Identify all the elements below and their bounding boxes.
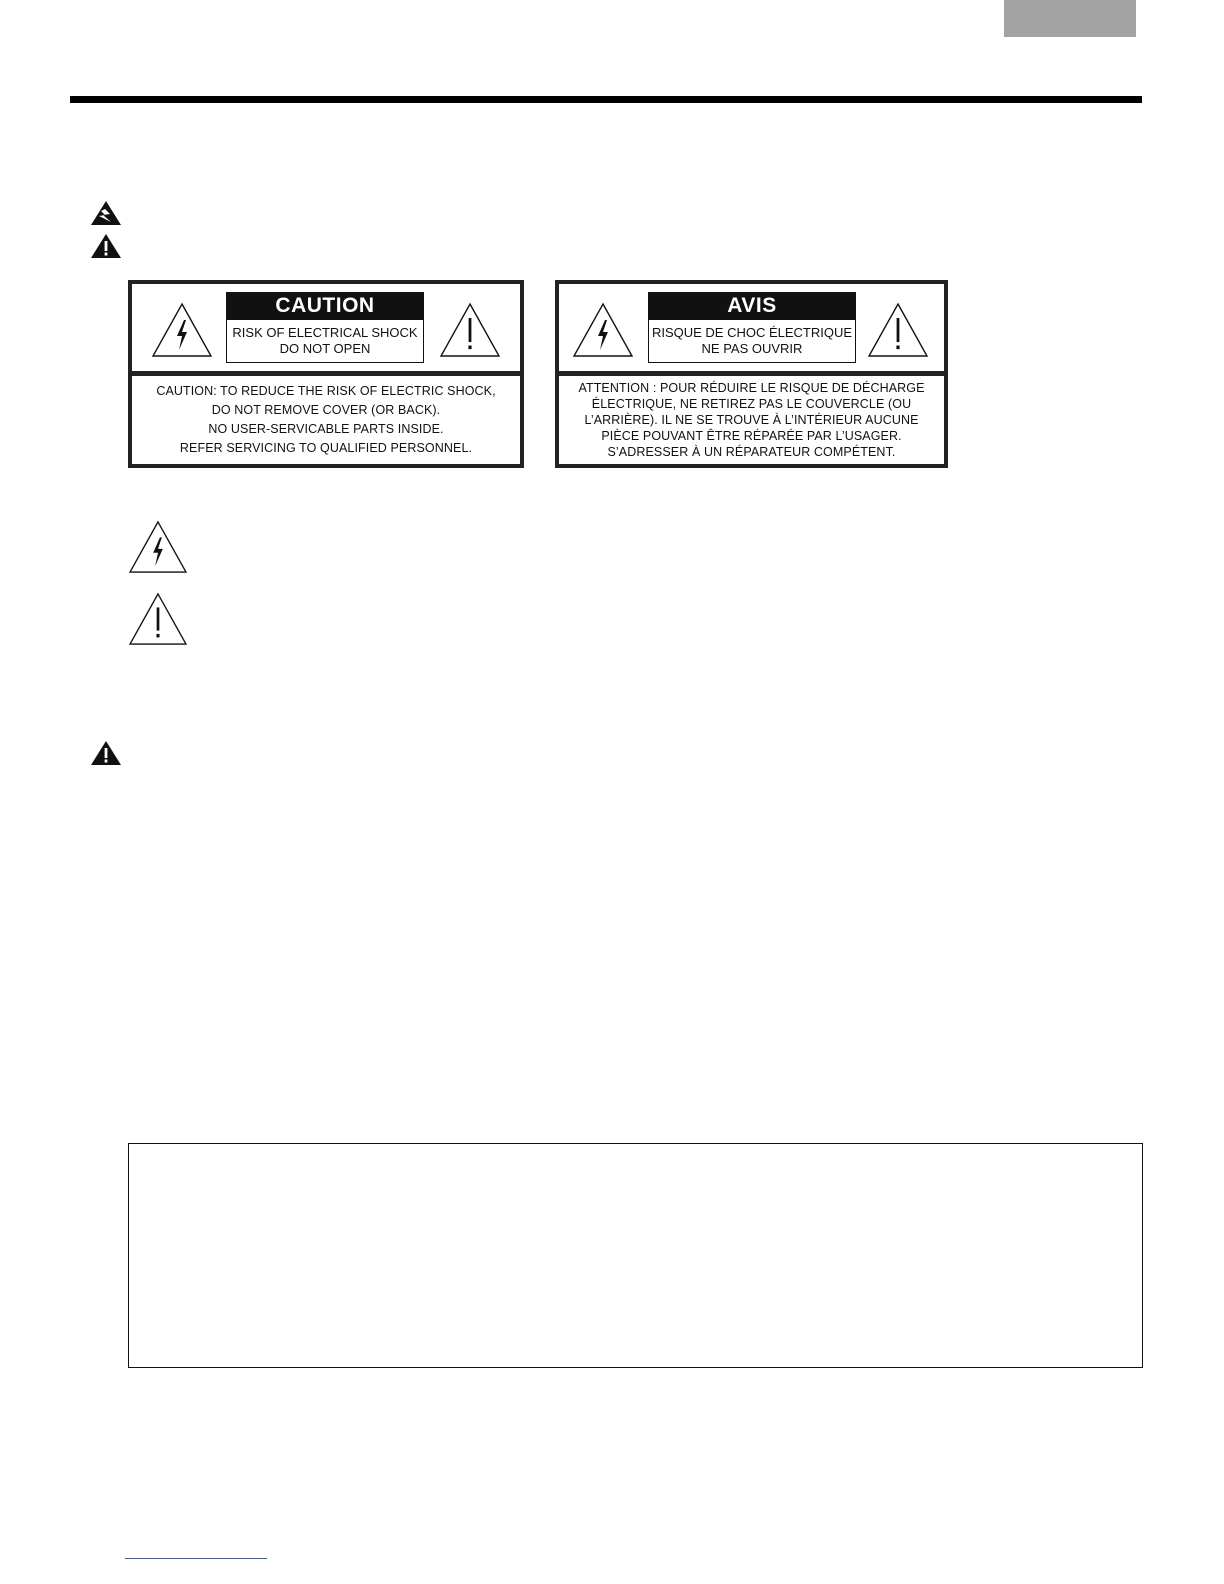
lightning-warning-icon [90,200,122,226]
exclamation-triangle-icon [867,302,929,358]
avis-instructions: ATTENTION : POUR RÉDUIRE LE RISQUE DE DÉCHARGE ÉLECTRIQUE, NE RETIREZ PAS LE COUVERCLE (OU L’ARRIÈRE). IL NE SE TROUVE À L’INTÉRIEUR AUCUNE PIÈCE POUVANT ÊTRE RÉPARÉE PAR L’USAGER. S’ADRESSER À UN RÉPARATEUR COMPÉTENT. [559,376,944,464]
caution-instructions: CAUTION: TO REDUCE THE RISK OF ELECTRIC SHOCK, DO NOT REMOVE COVER (OR BACK). NO USER-SERVICABLE PARTS INSIDE. REFER SERVICING TO QUALIFIED PERSONNEL. [132,376,520,464]
lightning-triangle-icon [128,520,188,574]
exclamation-warning-icon [90,233,122,259]
lightning-triangle-icon [572,302,634,358]
header-rule [70,96,1142,103]
caution-heading: CAUTION [226,292,424,320]
avis-label [555,280,948,468]
avis-heading: AVIS [648,292,856,320]
footer-link-rule [125,1558,267,1559]
caution-label [128,280,524,468]
chapter-tab-marker [1004,0,1136,37]
exclamation-warning-icon [90,740,122,766]
notice-box [128,1143,1143,1368]
exclamation-triangle-icon [128,592,188,646]
exclamation-triangle-icon [439,302,501,358]
avis-subtext: RISQUE DE CHOC ÉLECTRIQUE NE PAS OUVRIR [648,320,856,363]
caution-subtext: RISK OF ELECTRICAL SHOCK DO NOT OPEN [226,320,424,363]
lightning-triangle-icon [151,302,213,358]
